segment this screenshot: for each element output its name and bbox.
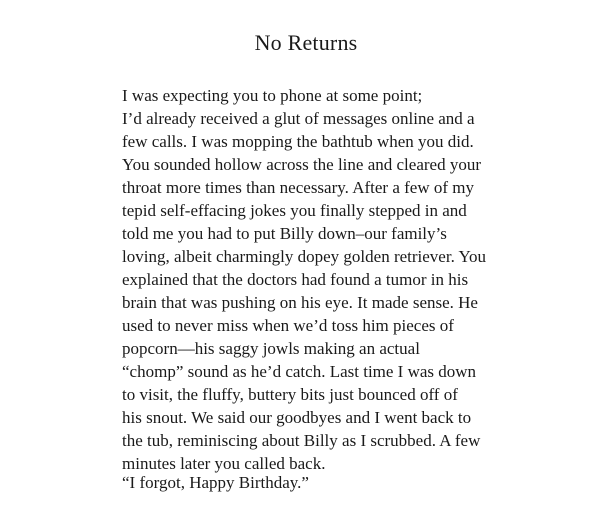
body-line: told me you had to put Billy down–our family’s — [122, 224, 447, 243]
body-line: throat more times than necessary. After a few of my — [122, 178, 474, 197]
poem-title: No Returns — [254, 30, 358, 55]
body-line: his snout. We said our goodbyes and I went back to — [122, 408, 472, 427]
body-line: I’d already received a glut of messages online and a — [122, 109, 475, 128]
body-line: popcorn—his saggy jowls making an actual — [122, 339, 420, 358]
body-line: loving, albeit charmingly dopey golden retriever. You — [122, 247, 487, 266]
body-line: brain that was pushing on his eye. It made sense. He — [122, 293, 478, 312]
body-line: the tub, reminiscing about Billy as I scrubbed. A few — [122, 431, 481, 450]
body-line: “chomp” sound as he’d catch. Last time I was down — [122, 362, 477, 381]
body-line: You sounded hollow across the line and cleared your — [122, 155, 481, 174]
body-line: few calls. I was mopping the bathtub when you did. — [122, 132, 474, 151]
body-line: tepid self-effacing jokes you finally stepped in and — [122, 201, 467, 220]
poem-body — [122, 84, 602, 475]
body-line: I was expecting you to phone at some point; — [122, 86, 423, 105]
body-line: explained that the doctors had found a tumor in his — [122, 270, 469, 289]
body-line: to visit, the fluffy, buttery bits just bounced off of — [122, 385, 458, 404]
body-line: minutes later you called back. — [122, 454, 326, 473]
body-line: used to never miss when we’d toss him pieces of — [122, 316, 454, 335]
closing-line: “I forgot, Happy Birthday.” — [122, 473, 309, 492]
